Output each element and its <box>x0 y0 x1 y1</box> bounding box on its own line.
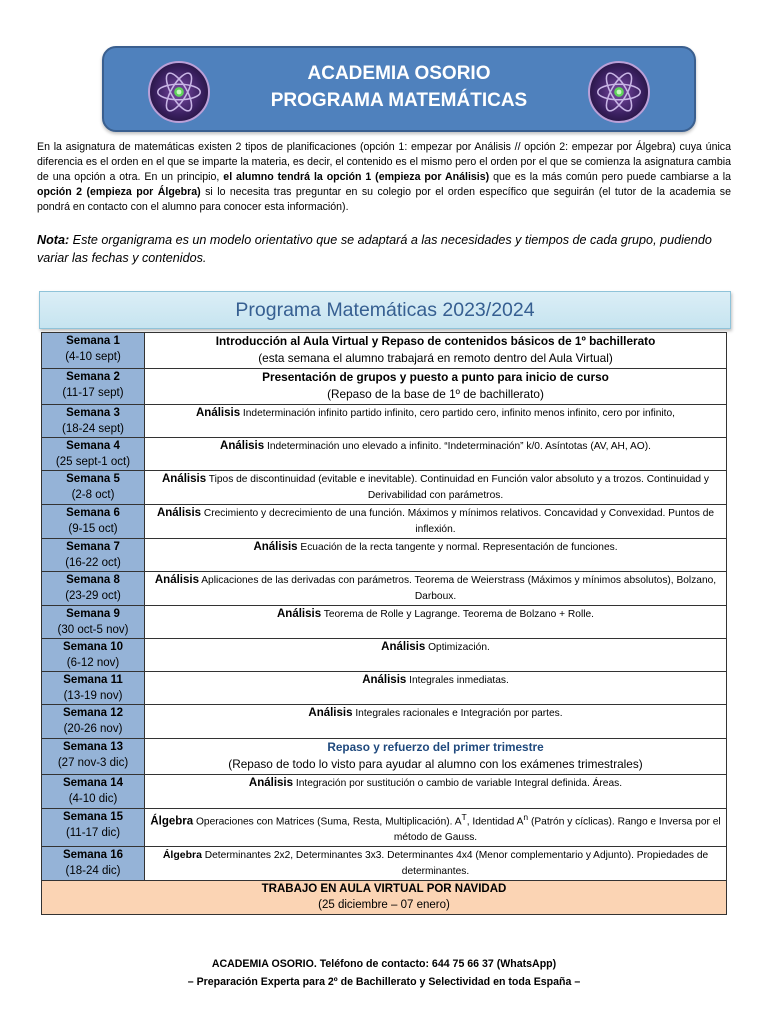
week-cell <box>42 739 145 775</box>
schedule-table <box>41 332 727 915</box>
week-topics: Optimización. <box>425 642 490 653</box>
week-content <box>145 606 727 639</box>
week-topics: Teorema de Rolle y Lagrange. Teorema de Bolzano + Rolle. <box>321 609 594 620</box>
week-cell <box>42 333 145 369</box>
subject-label: Análisis <box>253 541 298 553</box>
week-label: Semana 1 <box>66 335 120 347</box>
week-topics: Integrales racionales e Integración por partes. <box>352 708 563 719</box>
week-cell <box>42 572 145 606</box>
week-dates: (11-17 dic) <box>65 827 121 839</box>
week-topics: Integración por sustitución o cambio de variable Integral definida. Áreas. <box>293 778 623 789</box>
header-line-academy: ACADEMIA OSORIO <box>307 63 491 84</box>
week-label: Semana 14 <box>62 777 124 789</box>
week-label: Semana 9 <box>66 608 120 620</box>
week-dates: (20-26 nov) <box>63 723 123 735</box>
week-topics: Determinantes 2x2, Determinantes 3x3. Determinantes 4x4 (Menor complementario y Adjunto). Propiedades de determinantes. <box>201 850 709 878</box>
footer-tagline: – Preparación Experta para 2º de Bachillerato y Selectividad en toda España – <box>187 976 581 988</box>
week-label: Semana 15 <box>62 811 124 823</box>
program-title: Programa Matemáticas 2023/2024 <box>235 299 535 321</box>
intro-paragraph <box>37 140 731 215</box>
header-banner <box>102 46 696 132</box>
week-content <box>145 705 727 739</box>
navidad-row <box>42 881 727 915</box>
week-topics: Integrales inmediatas. <box>406 675 509 686</box>
subject-label: Análisis <box>248 777 294 789</box>
nota-text: Este organigrama es un modelo orientativo que se adaptará a las necesidades y tiempos de cada grupo, pudiendo variar las fechas y contenidos. <box>37 233 712 265</box>
week-dates: (4-10 dic) <box>68 793 118 805</box>
week-title: Presentación de grupos y puesto a punto para inicio de curso <box>262 370 609 384</box>
week-cell <box>42 705 145 739</box>
subject-label: Análisis <box>362 674 407 686</box>
week-cell <box>42 505 145 539</box>
week-content <box>145 775 727 809</box>
subject-label: Análisis <box>308 707 353 719</box>
week-title: Introducción al Aula Virtual y Repaso de contenidos básicos de 1º bachillerato <box>215 334 656 348</box>
intro-option-1: el alumno tendrá la opción 1 (empieza por Análisis) <box>223 171 490 183</box>
table-row <box>42 606 727 639</box>
table-row <box>42 705 727 739</box>
week-topics: , Identidad A <box>466 816 524 828</box>
table-row <box>42 739 727 775</box>
nota-label: Nota: <box>37 233 70 247</box>
week-dates: (16-22 oct) <box>65 557 121 569</box>
table-row <box>42 847 727 881</box>
navidad-cell <box>42 881 727 915</box>
table-row <box>42 672 727 705</box>
intro-text: que es la más común pero puede cambiarse a la <box>489 171 731 183</box>
week-cell <box>42 606 145 639</box>
week-content <box>145 847 727 881</box>
week-cell <box>42 539 145 572</box>
week-dates: (18-24 sept) <box>61 423 124 435</box>
nota-paragraph <box>37 231 731 267</box>
week-dates: (27 nov-3 dic) <box>57 757 129 769</box>
week-detail: (Repaso de todo lo visto para ayudar al alumno con los exámenes trimestrales) <box>228 757 643 771</box>
week-dates: (9-15 oct) <box>68 523 118 535</box>
header-line-program: PROGRAMA MATEMÁTICAS <box>270 90 528 111</box>
week-cell <box>42 405 145 438</box>
superscript: T <box>461 812 467 822</box>
week-content <box>145 369 727 405</box>
week-label: Semana 6 <box>66 507 120 519</box>
week-cell <box>42 369 145 405</box>
week-label: Semana 5 <box>66 473 120 485</box>
subject-label: Análisis <box>277 608 322 620</box>
week-label: Semana 12 <box>62 707 124 719</box>
subject-label: Álgebra <box>162 849 202 862</box>
week-dates: (6-12 nov) <box>66 657 120 669</box>
intro-option-2: opción 2 (empieza por Álgebra) <box>37 186 201 198</box>
program-title-box <box>39 291 731 329</box>
table-row <box>42 369 727 405</box>
table-row <box>42 405 727 438</box>
subject-label: Análisis <box>154 574 199 586</box>
week-label: Semana 8 <box>66 574 120 586</box>
week-dates: (13-19 nov) <box>63 690 123 702</box>
table-row <box>42 505 727 539</box>
week-label: Semana 2 <box>66 371 120 383</box>
week-content <box>145 739 727 775</box>
week-topics: Indeterminación uno elevado a infinito. “Indeterminación” k/0. Asíntotas (AV, AH, AO). <box>264 441 651 452</box>
week-label: Semana 16 <box>62 849 124 862</box>
week-label: Semana 4 <box>66 440 120 452</box>
week-topics: Operaciones con Matrices (Suma, Resta, Multiplicación). A <box>193 816 462 828</box>
week-dates: (25 sept-1 oct) <box>55 456 131 468</box>
week-content <box>145 471 727 505</box>
week-cell <box>42 438 145 471</box>
week-content <box>145 572 727 606</box>
table-row <box>42 809 727 847</box>
week-topics: Tipos de discontinuidad (evitable e inevitable). Continuidad en Función valor absoluto y a trozos. Continuidad y Derivabilidad con parámetros. <box>206 474 709 501</box>
week-content <box>145 405 727 438</box>
week-cell <box>42 809 145 847</box>
week-dates: (18-24 dic) <box>65 865 121 878</box>
week-label: Semana 13 <box>62 741 124 753</box>
table-row <box>42 471 727 505</box>
week-dates: (23-29 oct) <box>65 590 121 602</box>
subject-label: Análisis <box>162 473 207 485</box>
subject-label: Álgebra <box>150 815 194 828</box>
week-dates: (4-10 sept) <box>65 351 121 363</box>
week-content <box>145 672 727 705</box>
academy-logo-atom-icon <box>588 61 650 123</box>
week-topics: Aplicaciones de las derivadas con parámetros. Teorema de Weierstrass (Máximos y mínimos absolutos), Bolzano, Darboux. <box>198 575 717 602</box>
navidad-dates: (25 diciembre – 07 enero) <box>318 899 450 912</box>
week-dates: (11-17 sept) <box>62 387 124 399</box>
week-dates: (2-8 oct) <box>71 489 115 501</box>
week-content <box>145 505 727 539</box>
week-content <box>145 438 727 471</box>
superscript: n <box>523 812 529 822</box>
week-label: Semana 10 <box>62 641 124 653</box>
table-row <box>42 775 727 809</box>
week-cell <box>42 471 145 505</box>
week-detail: (Repaso de la base de 1º de bachillerato) <box>327 387 544 401</box>
footer <box>0 955 768 991</box>
week-cell <box>42 672 145 705</box>
intro-text: si lo necesita tras preguntar en su colegio por el orden específico que seguirán (el tutor de la academia se pondrá en contacto con el alumno para conocer esta información). <box>37 186 731 213</box>
week-cell <box>42 847 145 881</box>
table-row <box>42 333 727 369</box>
week-dates: (30 oct-5 nov) <box>57 624 129 636</box>
subject-label: Análisis <box>156 507 202 519</box>
navidad-title: TRABAJO EN AULA VIRTUAL POR NAVIDAD <box>261 883 507 896</box>
week-content <box>145 333 727 369</box>
week-topics: Crecimiento y decrecimiento de una función. Máximos y mínimos relativos. Concavidad y Convexidad. Puntos de inflexión. <box>201 508 715 535</box>
review-title: Repaso y refuerzo del primer trimestre <box>327 740 544 754</box>
week-content <box>145 809 727 847</box>
subject-label: Análisis <box>220 440 265 452</box>
week-topics: (Patrón y cíclicas). Rango e Inversa por el método de Gauss. <box>393 816 721 844</box>
week-topics: Indeterminación infinito partido infinito, cero partido cero, infinito menos infinito, cero por infinito, <box>240 408 675 419</box>
week-label: Semana 7 <box>66 541 120 553</box>
week-content <box>145 539 727 572</box>
table-row <box>42 539 727 572</box>
table-row <box>42 639 727 672</box>
week-topics: Ecuación de la recta tangente y normal. Representación de funciones. <box>297 542 618 553</box>
subject-label: Análisis <box>195 407 241 419</box>
intro-text: En la asignatura de matemáticas existen 2 tipos de planificaciones (opción 1: empezar por Análisis // opción 2: empezar por Álgebra) cuya única diferencia es el orden en el que se imparte la materia, es decir, el contenido es el mismo pero el orden por el que se comienza la asignatura cambia de una opción a otra. En un principio, <box>37 141 731 183</box>
week-cell <box>42 775 145 809</box>
week-label: Semana 11 <box>63 674 123 686</box>
week-detail: (esta semana el alumno trabajará en remoto dentro del Aula Virtual) <box>258 351 613 365</box>
week-content <box>145 639 727 672</box>
week-label: Semana 3 <box>66 407 120 419</box>
footer-contact: ACADEMIA OSORIO. Teléfono de contacto: 644 75 66 37 (WhatsApp) <box>211 958 557 970</box>
week-cell <box>42 639 145 672</box>
table-row <box>42 572 727 606</box>
subject-label: Análisis <box>381 641 426 653</box>
table-row <box>42 438 727 471</box>
